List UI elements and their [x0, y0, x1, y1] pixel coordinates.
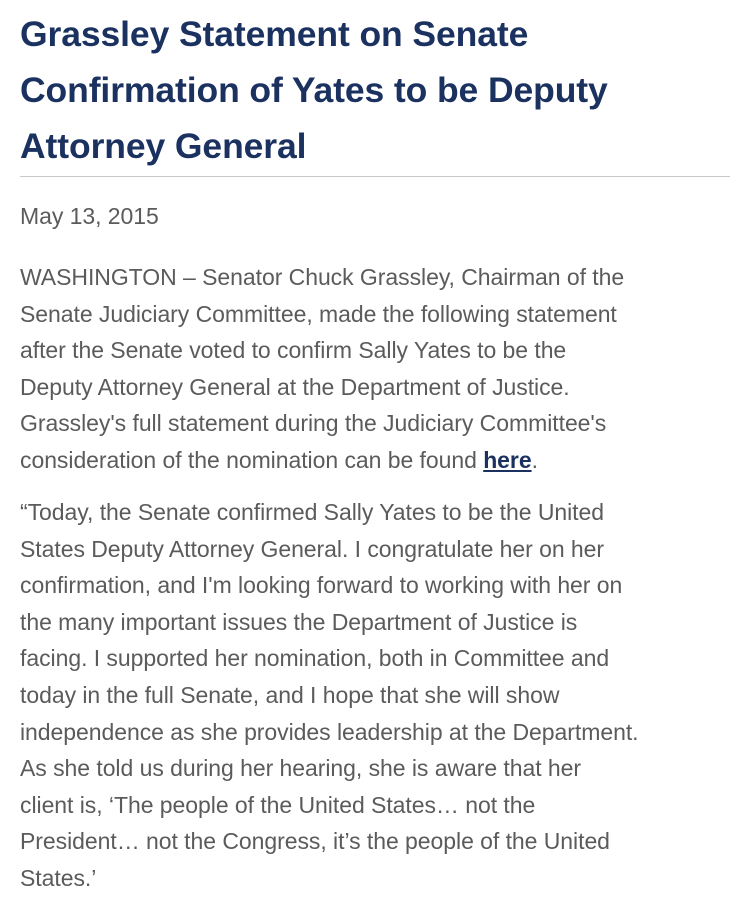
- paragraph-line: President… not the Congress, it’s the people of the United: [20, 828, 610, 855]
- publish-date: May 13, 2015: [20, 203, 159, 229]
- intro-paragraph: [20, 259, 624, 479]
- paragraph-line: Senate Judiciary Committee, made the following statement: [20, 300, 617, 327]
- paragraph-line: independence as she provides leadership at the Department.: [20, 718, 639, 745]
- statement-link[interactable]: here: [483, 446, 532, 473]
- title-line: Attorney General: [20, 126, 307, 166]
- paragraph-line: Deputy Attorney General at the Department of Justice.: [20, 373, 570, 400]
- title-line: Grassley Statement on Senate: [20, 14, 529, 54]
- paragraph-line: client is, ‘The people of the United States… not the: [20, 791, 536, 818]
- article: [20, 0, 732, 891]
- quote-paragraph: [20, 494, 639, 897]
- paragraph-line: the many important issues the Department of Justice is: [20, 608, 578, 635]
- title-line: Confirmation of Yates to be Deputy: [20, 70, 608, 110]
- paragraph-line: after the Senate voted to confirm Sally Yates to be the: [20, 337, 567, 364]
- paragraph-line: WASHINGTON – Senator Chuck Grassley, Chairman of the: [20, 264, 625, 290]
- paragraph-line: Grassley's full statement during the Judiciary Committee's: [20, 410, 607, 437]
- paragraph-line: facing. I supported her nomination, both in Committee and: [20, 645, 610, 672]
- paragraph-line-with-link: [20, 442, 624, 479]
- title-divider: [20, 176, 730, 177]
- page-title: [20, 0, 732, 174]
- paragraph-line: States.’: [20, 864, 97, 891]
- paragraph-line-prefix: consideration of the nomination can be found: [20, 446, 484, 473]
- paragraph-line: confirmation, and I'm looking forward to working with her on: [20, 572, 623, 599]
- paragraph-line-suffix: .: [531, 446, 538, 473]
- paragraph-line: As she told us during her hearing, she is aware that her: [20, 755, 582, 782]
- paragraph-line: today in the full Senate, and I hope that she will show: [20, 681, 560, 708]
- paragraph-line: States Deputy Attorney General. I congratulate her on her: [20, 535, 604, 562]
- paragraph-line: “Today, the Senate confirmed Sally Yates to be the United: [20, 499, 604, 525]
